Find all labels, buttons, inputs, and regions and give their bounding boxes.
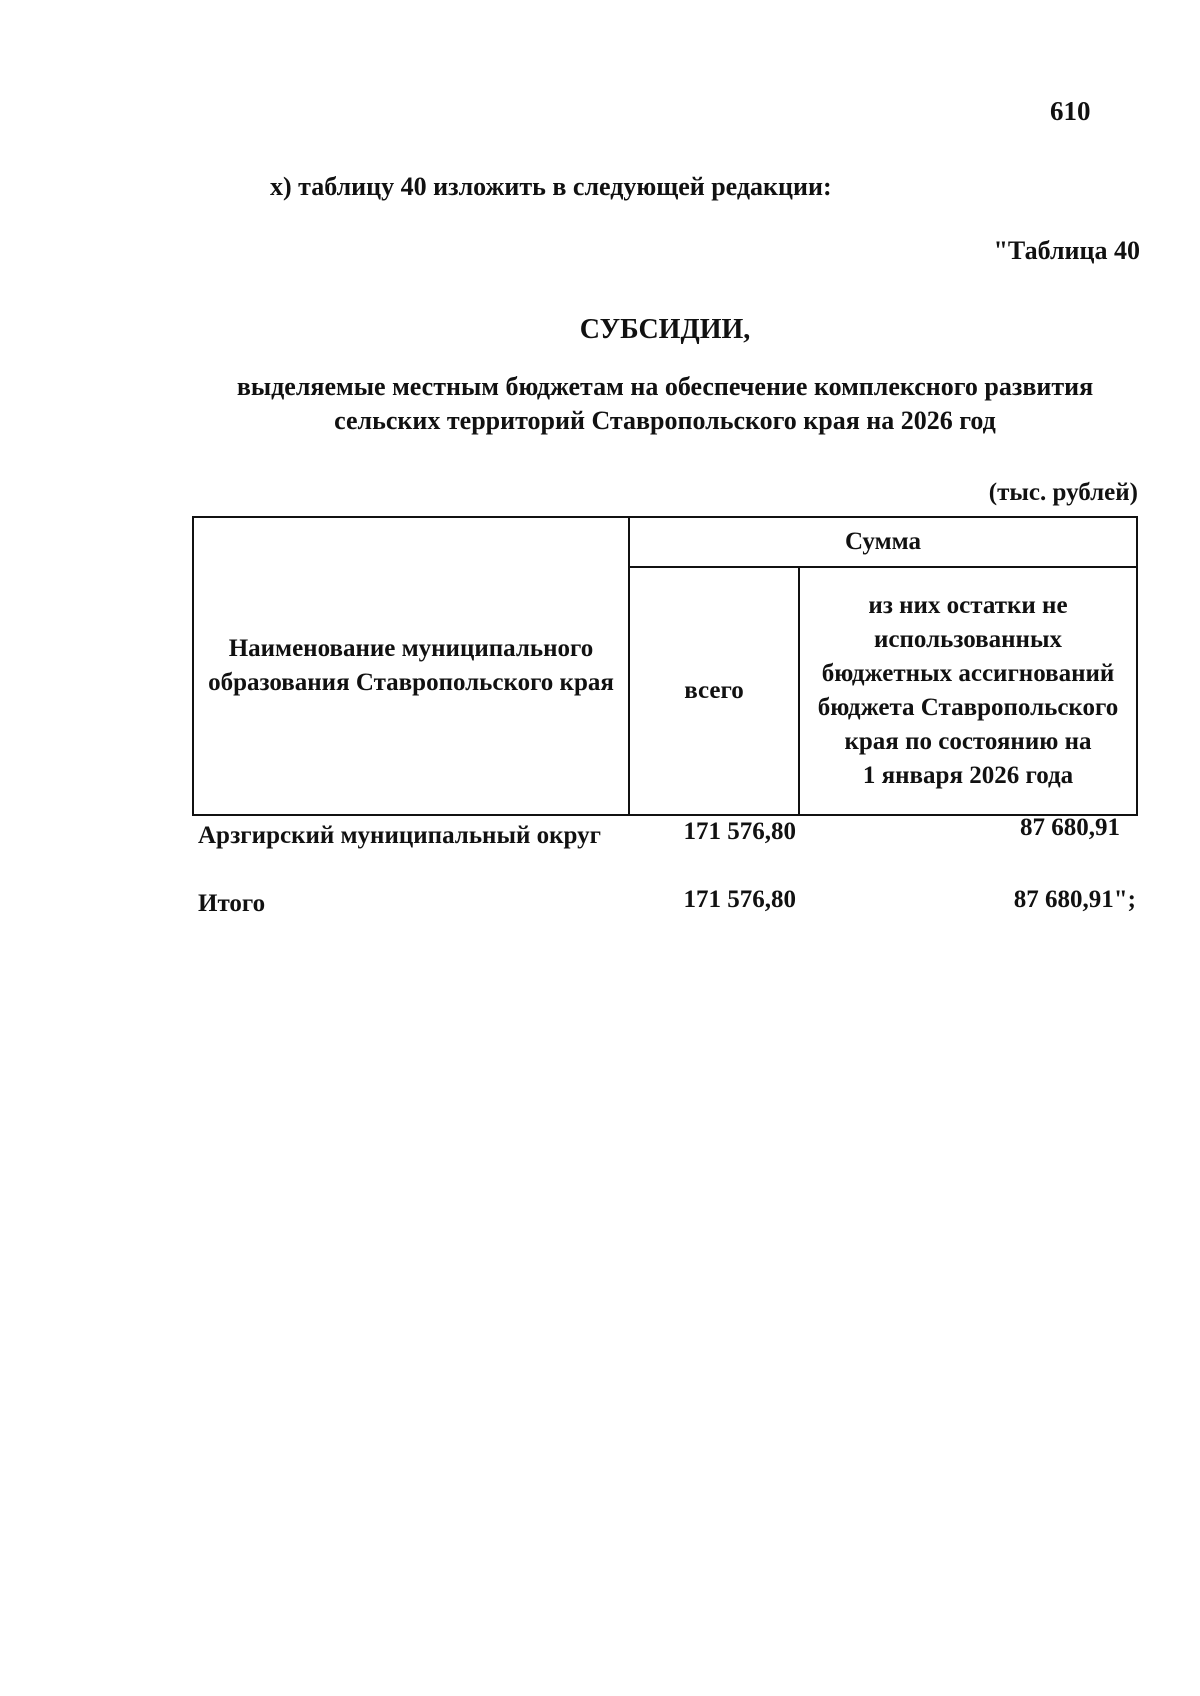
units-label: (тыс. рублей) (988, 479, 1138, 506)
subtitle-line: выделяемые местным бюджетам на обеспечение комплексного развития (236, 372, 1094, 401)
header-remainder-line: из них остатки не (868, 592, 1068, 619)
row-municipality: Итого (198, 890, 266, 917)
intro-line: х) таблицу 40 изложить в следующей редакции: (270, 172, 832, 201)
document-subtitle (200, 370, 1130, 438)
header-municipality (192, 516, 630, 816)
header-remainder-line: бюджетных ассигнований (821, 660, 1115, 687)
row-total: 171 576,80 (683, 818, 796, 845)
row-remainder: 87 680,91"; (1013, 886, 1136, 913)
header-municipality-line: образования Ставропольского края (208, 669, 614, 696)
header-sum-group: Сумма (628, 516, 1138, 568)
header-municipality-line: Наименование муниципального (228, 635, 594, 662)
table-label: "Таблица 40 (993, 236, 1140, 265)
page-number: 610 (1050, 96, 1091, 126)
document-title: СУБСИДИИ, (579, 314, 751, 345)
header-remainder-line: 1 января 2026 года (862, 762, 1074, 789)
header-remainder-line: бюджета Ставропольского (817, 694, 1119, 721)
row-remainder: 87 680,91 (1020, 814, 1120, 841)
header-remainder (798, 566, 1138, 816)
header-remainder-line: края по состоянию на (844, 728, 1092, 755)
row-municipality: Арзгирский муниципальный округ (198, 822, 601, 849)
row-total: 171 576,80 (683, 886, 796, 913)
header-total: всего (628, 566, 800, 816)
header-remainder-line: использованных (874, 626, 1062, 653)
subtitle-line: сельских территорий Ставропольского края на 2026 год (334, 406, 996, 435)
